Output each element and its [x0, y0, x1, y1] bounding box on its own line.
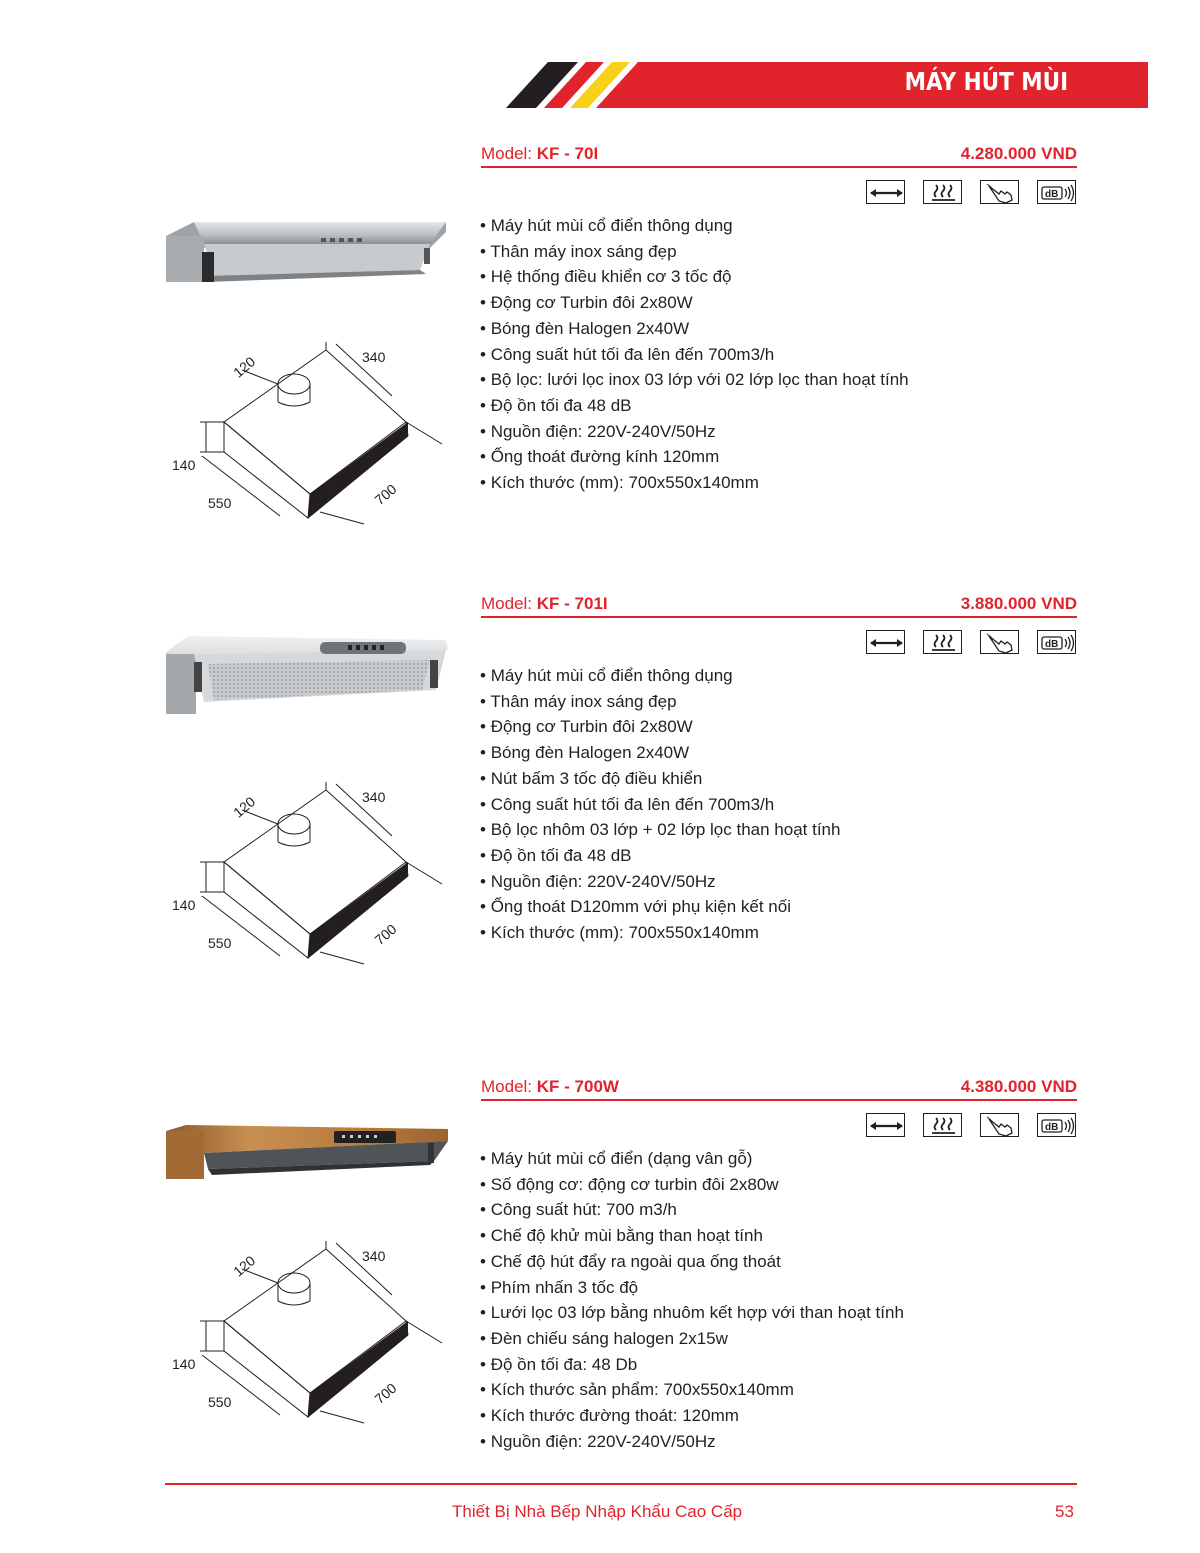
product-photo	[164, 218, 454, 286]
product-header	[481, 1077, 1077, 1101]
spec-item: • Độ ồn tối đa 48 dB	[480, 393, 909, 419]
spec-item: • Chế độ hút đẩy ra ngoài qua ống thoát	[480, 1249, 904, 1275]
spec-item: • Độ ồn tối đa 48 dB	[480, 843, 840, 869]
svg-text:140: 140	[172, 897, 196, 913]
spec-item: • Bộ lọc nhôm 03 lớp + 02 lớp lọc than hoạt tính	[480, 817, 840, 843]
model-code: KF - 70I	[536, 144, 599, 163]
svg-text:550: 550	[208, 495, 232, 511]
price: 4.380.000 VND	[960, 1077, 1077, 1096]
svg-text:dB: dB	[1045, 189, 1059, 200]
spec-item: • Bóng đèn Halogen 2x40W	[480, 740, 840, 766]
decibel-icon	[1037, 180, 1076, 204]
section-banner	[500, 62, 1148, 108]
feature-icons	[866, 630, 1078, 656]
svg-text:120: 120	[230, 793, 259, 821]
svg-text:340: 340	[362, 789, 386, 805]
arrow-icon	[866, 630, 905, 654]
svg-text:550: 550	[208, 1394, 232, 1410]
svg-text:140: 140	[172, 457, 196, 473]
spec-item: • Thân máy inox sáng đẹp	[480, 239, 909, 265]
svg-text:140: 140	[172, 1356, 196, 1372]
model-label: Model: KF - 70I	[481, 144, 599, 163]
decibel-icon	[1037, 630, 1076, 654]
svg-text:dB: dB	[1045, 1122, 1059, 1133]
price: 3.880.000 VND	[960, 594, 1077, 613]
product-photo	[164, 1123, 454, 1183]
svg-text:120: 120	[230, 1252, 259, 1280]
svg-text:700: 700	[371, 1379, 400, 1408]
heat-waves-icon	[923, 180, 962, 204]
spec-item: • Động cơ Turbin đôi 2x80W	[480, 290, 909, 316]
product-header	[481, 144, 1077, 168]
spec-item: • Số động cơ: động cơ turbin đôi 2x80w	[480, 1172, 904, 1198]
svg-text:700: 700	[371, 920, 400, 949]
spec-list	[480, 213, 909, 496]
spec-item: • Kích thước (mm): 700x550x140mm	[480, 920, 840, 946]
dimension-diagram	[160, 1239, 460, 1429]
spec-item: • Nguồn điện: 220V-240V/50Hz	[480, 419, 909, 445]
model-label: Model: KF - 701I	[481, 594, 608, 613]
spec-item: • Bộ lọc: lưới lọc inox 03 lớp với 02 lớp lọc than hoạt tính	[480, 367, 909, 393]
feature-icons	[866, 180, 1078, 206]
spec-item: • Công suất hút: 700 m3/h	[480, 1197, 904, 1223]
spec-item: • Độ ồn tối đa: 48 Db	[480, 1352, 904, 1378]
decibel-icon	[1037, 1113, 1076, 1137]
spec-item: • Động cơ Turbin đôi 2x80W	[480, 714, 840, 740]
touch-hand-icon	[980, 180, 1019, 204]
svg-text:340: 340	[362, 1248, 386, 1264]
heat-waves-icon	[923, 1113, 962, 1137]
arrow-icon	[866, 180, 905, 204]
footer-divider	[165, 1483, 1077, 1485]
spec-item: • Máy hút mùi cổ điển thông dụng	[480, 663, 840, 689]
spec-item: • Ống thoát đường kính 120mm	[480, 444, 909, 470]
svg-text:dB: dB	[1045, 639, 1059, 650]
spec-item: • Nguồn điện: 220V-240V/50Hz	[480, 869, 840, 895]
spec-item: • Máy hút mùi cổ điển thông dụng	[480, 213, 909, 239]
price: 4.280.000 VND	[960, 144, 1077, 163]
model-code: KF - 700W	[536, 1077, 619, 1096]
model-label: Model: KF - 700W	[481, 1077, 619, 1096]
spec-item: • Kích thước (mm): 700x550x140mm	[480, 470, 909, 496]
spec-list	[480, 663, 840, 946]
spec-item: • Bóng đèn Halogen 2x40W	[480, 316, 909, 342]
spec-item: • Máy hút mùi cổ điển (dạng vân gỗ)	[480, 1146, 904, 1172]
model-code: KF - 701I	[536, 594, 608, 613]
spec-item: • Nút bấm 3 tốc độ điều khiển	[480, 766, 840, 792]
spec-item: • Thân máy inox sáng đẹp	[480, 689, 840, 715]
svg-text:550: 550	[208, 935, 232, 951]
dimension-diagram	[160, 340, 460, 530]
section-title: MÁY HÚT MÙI	[904, 67, 1068, 96]
heat-waves-icon	[923, 630, 962, 654]
svg-text:340: 340	[362, 349, 386, 365]
spec-item: • Công suất hút tối đa lên đến 700m3/h	[480, 792, 840, 818]
spec-item: • Đèn chiếu sáng halogen 2x15w	[480, 1326, 904, 1352]
product-photo	[164, 634, 454, 716]
product-header	[481, 594, 1077, 618]
svg-text:120: 120	[230, 353, 259, 381]
touch-hand-icon	[980, 630, 1019, 654]
footer-text: Thiết Bị Nhà Bếp Nhập Khẩu Cao Cấp	[452, 1502, 743, 1521]
dimension-diagram	[160, 780, 460, 970]
spec-item: • Kích thước sản phẩm: 700x550x140mm	[480, 1377, 904, 1403]
spec-item: • Ống thoát D120mm với phụ kiện kết nối	[480, 894, 840, 920]
feature-icons	[866, 1113, 1078, 1139]
svg-text:700: 700	[371, 480, 400, 509]
arrow-icon	[866, 1113, 905, 1137]
spec-item: • Phím nhấn 3 tốc độ	[480, 1275, 904, 1301]
spec-item: • Công suất hút tối đa lên đến 700m3/h	[480, 342, 909, 368]
spec-item: • Kích thước đường thoát: 120mm	[480, 1403, 904, 1429]
page-number: 53	[1055, 1502, 1074, 1521]
spec-item: • Lưới lọc 03 lớp bằng nhuôm kết hợp với than hoạt tính	[480, 1300, 904, 1326]
spec-item: • Chế độ khử mùi bằng than hoạt tính	[480, 1223, 904, 1249]
spec-list	[480, 1146, 904, 1454]
spec-item: • Nguồn điện: 220V-240V/50Hz	[480, 1429, 904, 1455]
touch-hand-icon	[980, 1113, 1019, 1137]
spec-item: • Hệ thống điều khiển cơ 3 tốc độ	[480, 264, 909, 290]
